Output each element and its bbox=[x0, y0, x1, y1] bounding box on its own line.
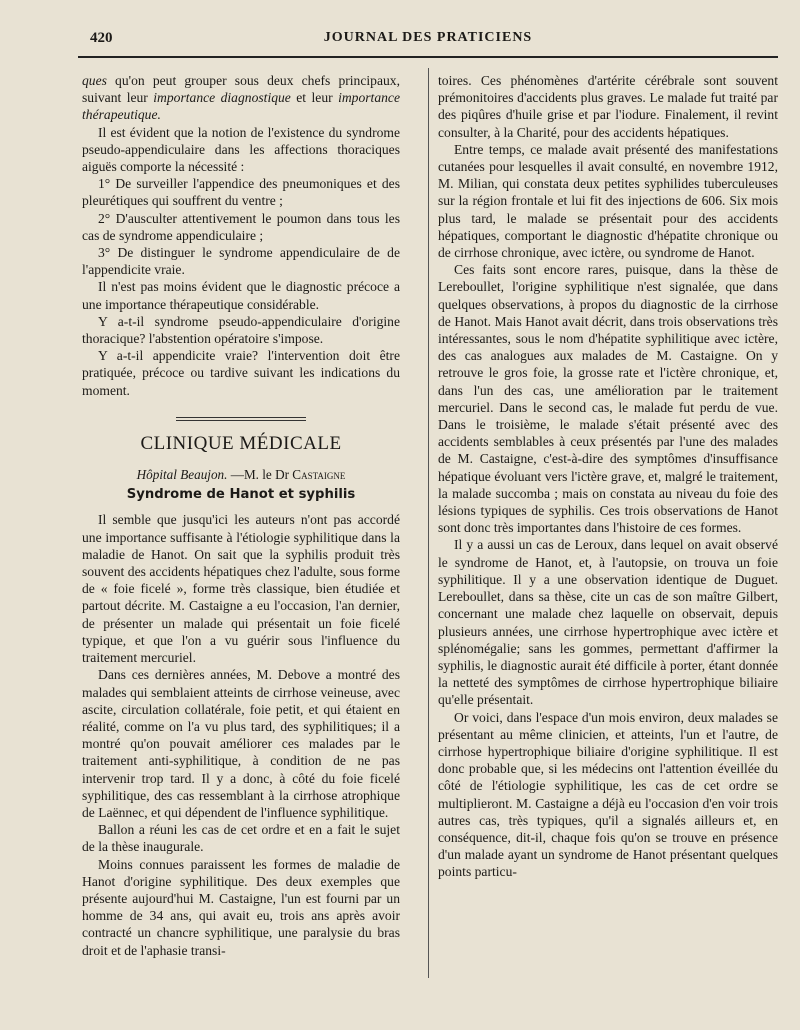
paragraph: Il y a aussi un cas de Leroux, dans lequel on avait observé le syndrome de Hanot, et, à l'autopsie, on trouva un foie syphilitique. Il y a une observation identique de Duguet. Lereboullet, dans sa thèse, cite un cas de son maître Gilbert, concernant une malade chez laquelle on observait, depuis plusieurs années, une cirrhose hypertrophique avec ictère et splénomégalie; sans les gommes, permettant d'affirmer la syphilis, le diagnostic aurait été difficile à porter, étant donnée la netteté des symptômes de cirrhose hypertrophique biliaire qu'elle présentait. bbox=[438, 537, 778, 708]
section-separator bbox=[176, 417, 306, 421]
text-fragment: importance thérapeutique. bbox=[82, 90, 400, 123]
article-byline bbox=[82, 466, 400, 483]
paragraph: 1° De surveiller l'appendice des pneumoniques et des pleurétiques qui souffrent du ventre ; bbox=[82, 176, 400, 209]
paragraph: Ces faits sont encore rares, puisque, dans la thèse de Lereboullet, l'origine syphilitique n'est signalée, que dans quelques observations, à propos du diagnostic de la cirrhose de Hanot. Mais Hanot avait décrit, dans trois observations très intéressantes, sous le nom d'hépatite syphilitique avec ictère, des cas analogues aux malades de M. Castaigne. On y retrouve le gros foie, la grosse rate et l'ictère chronique, et, dans l'un des cas, une amélioration par le traitement mercuriel. Dans le second cas, le malade fut perdu de vue. Dans le troisième, le malade s'était présenté avec des accidents semblables à ceux présentés par l'une des malades de M. Castaigne, c'est-à-dire des symptômes d'insuffisance hépatique évoluant vers l'ictère grave, et, malgré le traitement, la malade succomba ; mais on constata au niveau du foie des lésions typiques de syphilis. Ces trois observations de Hanot sont donc très importantes dans l'histoire de ces formes. bbox=[438, 262, 778, 536]
article-title: Syndrome de Hanot et syphilis bbox=[126, 487, 356, 503]
paragraph: 3° De distinguer le syndrome appendiculaire de de l'appendicite vraie. bbox=[82, 245, 400, 278]
right-column bbox=[438, 72, 778, 977]
paragraph: 2° D'ausculter attentivement le poumon dans tous les cas de syndrome appendiculaire ; bbox=[82, 210, 400, 243]
journal-title: JOURNAL DES PRATICIENS bbox=[323, 30, 533, 45]
text-fragment: importance diagnostique bbox=[153, 90, 291, 106]
column-divider bbox=[428, 68, 429, 978]
left-column bbox=[82, 72, 400, 977]
section-title: CLINIQUE MÉDICALE bbox=[140, 432, 342, 454]
paragraph: Il est évident que la notion de l'existence du syndrome pseudo-appendiculaire dans les affections thoraciques aiguës comporte la nécessité : bbox=[82, 124, 400, 175]
text-fragment: et leur bbox=[290, 90, 339, 106]
paragraph: Y a-t-il appendicite vraie? l'intervention doit être pratiquée, précoce ou tardive suivant les indications du moment. bbox=[82, 348, 400, 398]
paragraph bbox=[82, 72, 400, 124]
paragraph: Or voici, dans l'espace d'un mois environ, deux malades se présentant au même clinicien, et atteints, l'un et l'autre, de cirrhose hypertrophique biliaire d'origine syphilitique. Il est donc probable que, si les médecins ont l'attention éveillée du côté de l'étiologie syphilitique, les cas de cet ordre se multiplieront. M. Castaigne a déjà eu l'occasion d'en voir trois autres cas, très typiques, qu'il a signalés ailleurs et, en conséquence, dit-il, chaque fois qu'on se trouve en présence d'un malade ayant un syndrome de Hanot présentant quelques points particu- bbox=[438, 709, 778, 880]
paragraph: Ballon a réuni les cas de cet ordre et en a fait le sujet de la thèse inaugurale. bbox=[82, 822, 400, 855]
byline-hospital: Hôpital Beaujon. bbox=[136, 467, 228, 483]
header-rule bbox=[78, 56, 778, 58]
byline-author: Castaigne bbox=[292, 467, 346, 483]
paragraph: Il n'est pas moins évident que le diagnostic précoce a une importance thérapeutique considérable. bbox=[82, 279, 400, 312]
text-fragment: ques bbox=[82, 73, 107, 88]
paragraph: toires. Ces phénomènes d'artérite cérébrale sont souvent prémonitoires d'accidents plus graves. Le malade fut traité par des piqûres d'huile grise et par l'iodure. Finalement, il revint consulter, à la Charité, pour des accidents hépatiques. bbox=[438, 73, 778, 140]
paragraph: Entre temps, ce malade avait présenté des manifestations cutanées pour lesquelles il avait consulté, en novembre 1912, M. Milian, qui constata deux petites syphilides tuberculeuses sur la région frontale et lui fit des injections de 606. Six mois plus tard, le malade se présentait pour des accidents hépatiques, comportant le diagnostic d'hépatite chronique ou de cirrhose chronique, avec ictère, ou syndrome de Hanot. bbox=[438, 141, 778, 261]
paragraph: Il semble que jusqu'ici les auteurs n'ont pas accordé une importance suffisante à l'étiologie syphilitique dans la maladie de Hanot. On sait que la syphilis produit très souvent des accidents hépatiques chez l'adulte, sous forme de « foie ficelé », forme très classique, bien étudiée et partout décrite. M. Castaigne a eu l'occasion, l'an dernier, de présenter un malade qui présentait un foie ficelé typique, et que l'on a vu guérir sous l'influence du traitement mercuriel. bbox=[82, 512, 400, 666]
paragraph: Moins connues paraissent les formes de maladie de Hanot d'origine syphilitique. Des deux exemples que présente aujourd'hui M. Castaigne, l'un est fourni par un homme de 34 ans, qui avait eu, trois ans après avoir contracté un chancre syphilitique, une paralysie du bras droit et de l'aphasie transi- bbox=[82, 856, 400, 958]
text-fragment: qu'on peut grouper sous deux chefs principaux, suivant leur bbox=[82, 73, 400, 106]
paragraph: Y a-t-il syndrome pseudo-appendiculaire d'origine thoracique? l'abstention opératoire s'impose. bbox=[82, 313, 400, 347]
page-number: 420 bbox=[90, 30, 113, 46]
page-header bbox=[78, 30, 778, 58]
byline-prefix: —M. le Dr bbox=[227, 467, 293, 483]
paragraph: Dans ces dernières années, M. Debove a montré des malades qui semblaient atteints de cirrhose veineuse, avec ascite, circulation collatérale, foie petit, et qui étaient en réalité, comme on l'a vu plus tard, des syphilitiques; il a montré qu'on pouvait améliorer ces malades par le traitement anti-syphilitique, à condition de ne pas intervenir trop tard. Il y a donc, à côté du foie ficelé syphilitique, des cas ressemblant à la cirrhose atrophique de Laënnec, et qui dépendent de l'influence syphilitique. bbox=[82, 667, 400, 820]
